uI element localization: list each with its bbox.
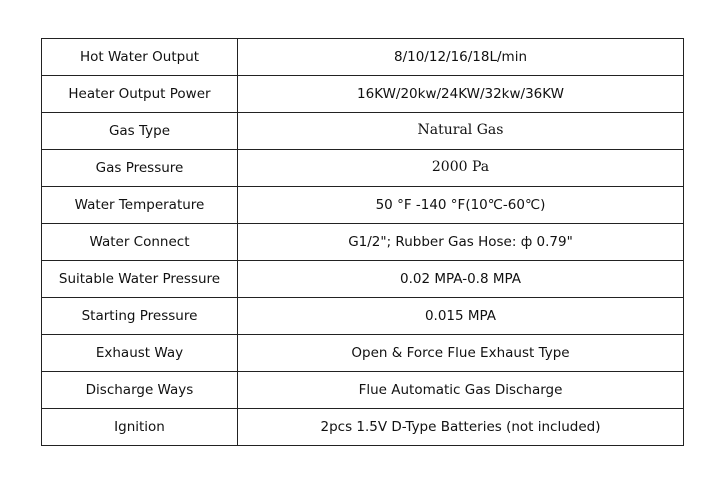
spec-label: Suitable Water Pressure — [42, 261, 238, 298]
table-row — [42, 298, 684, 335]
spec-label: Ignition — [42, 409, 238, 446]
spec-value: 16KW/20kw/24KW/32kw/36KW — [238, 76, 684, 113]
spec-label: Heater Output Power — [42, 76, 238, 113]
spec-label: Exhaust Way — [42, 335, 238, 372]
spec-label: Discharge Ways — [42, 372, 238, 409]
spec-label: Hot Water Output — [42, 39, 238, 76]
spec-value: Open & Force Flue Exhaust Type — [238, 335, 684, 372]
spec-value: Natural Gas — [238, 113, 684, 150]
spec-label: Water Temperature — [42, 187, 238, 224]
spec-value: 2pcs 1.5V D-Type Batteries (not included) — [238, 409, 684, 446]
spec-value: 50 °F -140 °F(10℃-60℃) — [238, 187, 684, 224]
spec-value: 0.015 MPA — [238, 298, 684, 335]
spec-table-body — [42, 39, 684, 446]
spec-value: 0.02 MPA-0.8 MPA — [238, 261, 684, 298]
spec-label: Gas Type — [42, 113, 238, 150]
table-row — [42, 187, 684, 224]
spec-table — [41, 38, 684, 446]
spec-value: 8/10/12/16/18L/min — [238, 39, 684, 76]
table-row — [42, 150, 684, 187]
table-row — [42, 224, 684, 261]
spec-label: Water Connect — [42, 224, 238, 261]
spec-value: G1/2"; Rubber Gas Hose: ф 0.79" — [238, 224, 684, 261]
spec-label: Gas Pressure — [42, 150, 238, 187]
spec-value: Flue Automatic Gas Discharge — [238, 372, 684, 409]
table-row — [42, 76, 684, 113]
table-row — [42, 113, 684, 150]
table-row — [42, 335, 684, 372]
table-row — [42, 409, 684, 446]
spec-value: 2000 Pa — [238, 150, 684, 187]
table-row — [42, 261, 684, 298]
table-row — [42, 372, 684, 409]
spec-label: Starting Pressure — [42, 298, 238, 335]
table-row — [42, 39, 684, 76]
